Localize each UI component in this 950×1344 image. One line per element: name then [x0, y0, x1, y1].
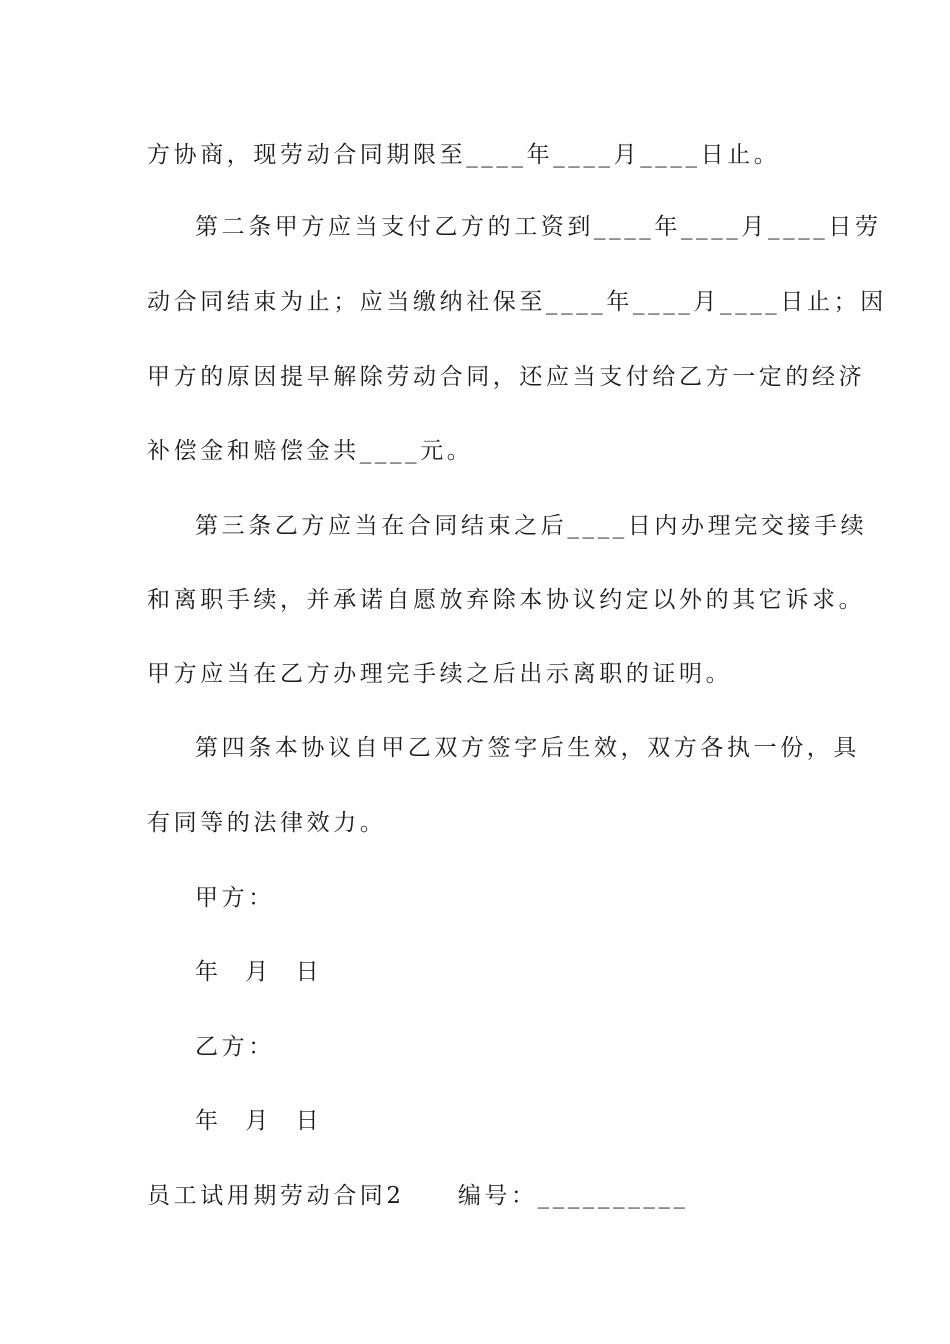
text-line-9: 第四条本协议自甲乙双方签字后生效，双方各执一份，具: [195, 735, 860, 761]
text-line-6: 第三条乙方应当在合同结束之后____日内办理完交接手续: [195, 513, 868, 539]
party-a-date: 年 月 日: [195, 959, 329, 985]
next-contract-title: 员工试用期劳动合同2 编号：__________: [147, 1183, 689, 1209]
text-line-3: 动合同结束为止；应当缴纳社保至____年____月____日止；因: [147, 289, 887, 315]
text-line-8: 甲方应当在乙方办理完手续之后出示离职的证明。: [147, 661, 733, 687]
text-line-7: 和离职手续，并承诺自愿放弃除本协议约定以外的其它诉求。: [147, 587, 866, 613]
party-b-date: 年 月 日: [195, 1108, 329, 1134]
text-line-4: 甲方的原因提早解除劳动合同，还应当支付给乙方一定的经济: [147, 364, 866, 390]
text-line-10: 有同等的法律效力。: [147, 810, 387, 836]
text-line-1: 方协商，现劳动合同期限至____年____月____日止。: [147, 142, 781, 168]
party-a-label: 甲方：: [195, 885, 275, 911]
text-line-5: 补偿金和赔偿金共____元。: [147, 438, 474, 464]
party-b-label: 乙方：: [195, 1034, 275, 1060]
text-line-2: 第二条甲方应当支付乙方的工资到____年____月____日劳: [195, 214, 882, 240]
